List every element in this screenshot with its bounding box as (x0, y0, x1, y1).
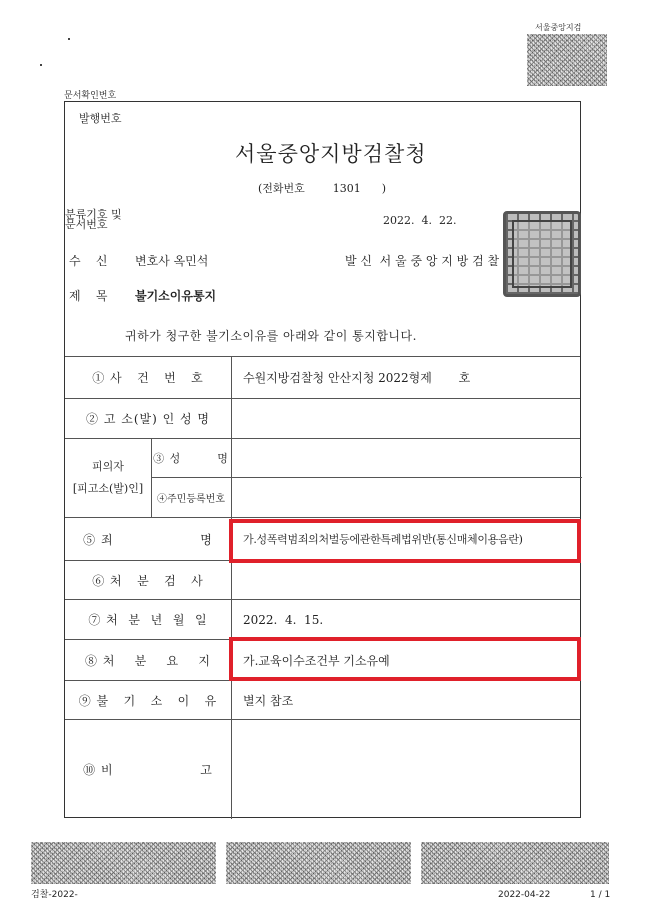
doc-confirm-label: 문서확인번호 (64, 91, 117, 101)
suspect-name-label: ③ 성 명 (153, 452, 229, 465)
footer-doc-number: 검찰-2022- (31, 890, 78, 900)
class-number-label: 분류기호 및 문서번호 (65, 208, 122, 231)
subject-text: 불기소이유통지 (135, 289, 217, 303)
recipient-name: 변호사 옥민석 (135, 254, 209, 268)
disposition-summary-value: 가.교육이수조건부 기소유예 (243, 653, 390, 668)
remarks-label: ⑩ 비 고 (83, 763, 213, 777)
complainant-label: ② 고 소(발) 인 성 명 (86, 412, 210, 426)
sender-name: 발 신 서 울 중 앙 지 방 검 찰 (345, 254, 500, 268)
recipient-label: 수 신 (69, 254, 108, 268)
agency-title: 서울중앙지방검찰청 (235, 142, 427, 166)
official-seal-stamp (503, 211, 581, 297)
bottom-barcode-middle (226, 842, 411, 884)
suspect-label: 피의자 [피고소(발)인] (72, 460, 144, 495)
case-number-value: 수원지방검찰청 안산지청 2022형제 호 (243, 371, 471, 385)
case-number-label: ① 사 건 번 호 (92, 371, 204, 385)
speck-mark (68, 38, 70, 40)
phone-number: (전화번호 1301 ) (258, 182, 387, 195)
bottom-barcode-right (421, 842, 609, 884)
footer-date: 2022-04-22 (498, 890, 551, 900)
disposition-summary-label: ⑧ 처 분 요 지 (85, 653, 211, 668)
issue-number-label: 발행번호 (79, 112, 122, 125)
top-right-barcode (527, 34, 607, 86)
prosecutor-label: ⑥ 처 분 검 사 (92, 573, 204, 588)
non-prosecution-reason-value: 별지 참조 (243, 693, 294, 708)
non-prosecution-reason-label: ⑨ 불 기 소 이 유 (78, 693, 218, 708)
speck-mark (40, 64, 42, 66)
charge-value: 가.성폭력범죄의처벌등에관한특례법위반(통신매체이용음란) (243, 533, 523, 546)
charge-highlight-box (229, 519, 581, 563)
intro-sentence: 귀하가 청구한 불기소이유를 아래와 같이 통지합니다. (125, 329, 417, 343)
document-date: 2022. 4. 22. (383, 214, 457, 227)
disposition-highlight-box (229, 637, 581, 681)
document-frame (64, 101, 581, 818)
corner-office-label: 서울중앙지검 (535, 23, 582, 32)
charge-label: ⑤ 죄 명 (83, 532, 213, 547)
column-divider (231, 356, 232, 819)
footer-page-number: 1 / 1 (590, 890, 611, 900)
subject-label: 제 목 (69, 289, 108, 303)
disposition-date-label: ⑦ 처 분 년 월 일 (88, 613, 208, 627)
disposition-date-value: 2022. 4. 15. (243, 612, 324, 627)
bottom-barcode-left (31, 842, 216, 884)
suspect-rrn-label: ④주민등록번호 (157, 494, 225, 505)
